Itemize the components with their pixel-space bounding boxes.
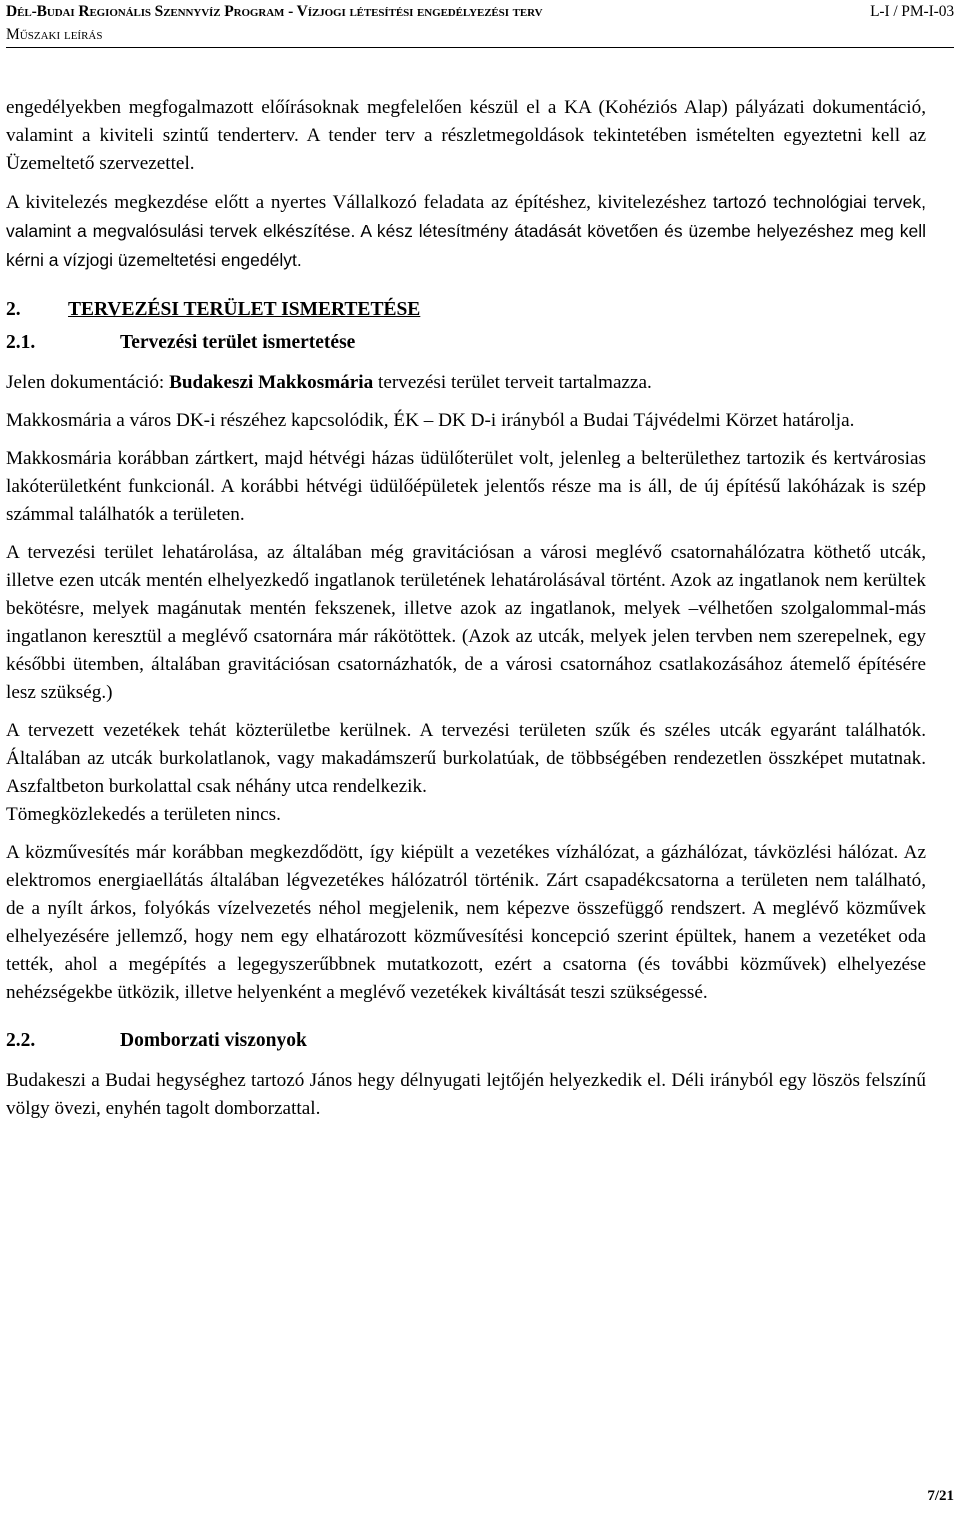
subsection-title: Tervezési terület ismertetése	[120, 332, 356, 353]
paragraph-intro: engedélyekben megfogalmazott előírásoknak megfelelően készül el a KA (Kohéziós Alap) pályázati dokumentáció, valamint a kiviteli szintű tenderterv. A tender terv a részletmegoldások tekintetében ismételten egyeztetni kell az Üzemeltető szervezettel.	[6, 97, 926, 174]
paragraph-history: Makkosmária korábban zártkert, majd hétvégi házas üdülőterület volt, jelenleg a belterülethez tartozik és kertvárosias lakóterületként funkcionál. A korábbi hétvégi üdülőépületek jelentős része ma is áll, de új építésű lakóházak is szép számmal találhatók a területen.	[6, 448, 926, 525]
paragraph-boundary: A tervezési terület lehatárolása, az általában még gravitációsan a városi meglévő csatornahálózatra köthető utcák, illetve ezen utcák mentén elhelyezkedő ingatlanok területének lehatárolásával történt. Azok az ingatlanok nem kerültek bekötésre, melyek magánutak mentén fekszenek, illetve azok az ingatlanok, melyek –vélhetően szolgalommal-más ingatlanon keresztül a meglévő csatornára már rákötöttek. (Azok az utcák, melyek jelen tervben nem szerepelnek, egy későbbi ütemben, általában gravitációsan csatornázhatók, de a városi csatornához csatlakozásához átemelő építésére lesz szükség.)	[6, 542, 926, 703]
subsection-title: Domborzati viszonyok	[120, 1030, 307, 1051]
paragraph-scope	[6, 369, 926, 397]
paragraph-construction-serif: A kivitelezés megkezdése előtt a nyertes Vállalkozó feladata az építéshez, kivitelezéshez	[6, 192, 713, 213]
scope-text: Jelen dokumentáció:	[6, 372, 170, 393]
paragraph-streets: A tervezett vezetékek tehát közterületbe kerülnek. A tervezési területen szűk és széles utcák egyaránt találhatók. Általában az utcák burkolatlanok, vagy makadámszerű burkolatúak, de többségében rendezetlen összképet mutatnak. Aszfaltbeton burkolattal csak néhány utca rendelkezik.	[6, 720, 926, 797]
subsection-heading-2-1	[6, 327, 926, 359]
document-subtitle: Műszaki leírás	[6, 26, 103, 43]
subsection-number: 2.2.	[6, 1030, 36, 1051]
header-rule	[6, 47, 954, 48]
section-number: 2.	[6, 299, 21, 320]
document-code: L-I / PM-I-03	[870, 3, 954, 20]
section-title: TERVEZÉSI TERÜLET ISMERTETÉSE	[68, 299, 421, 320]
paragraph-construction	[6, 188, 926, 275]
document-body	[6, 94, 926, 1123]
paragraph-utilities: A közművesítés már korábban megkezdődött, így kiépült a vezetékes vízhálózat, a gázhálózat, távközlési hálózat. Az elektromos energiaellátás általában légvezetékes hálózatról történik. Zárt csapadékcsatorna a területen nem található, de a nyílt árkos, folyókás vízelvezetés néhol megjelenik, nem képezve összefüggő rendszert. A meglévő közművek elhelyezésére jellemző, hogy nem egy elhatározott közművesítési koncepció szerint épültek, hanem a vezetéket oda tették, ahol a megépítés a legegyszerűbbnek mutatkozott, ezért a csatorna (és további közművek) elhelyezése nehézségekbe ütközik, illetve helyenként a meglévő vezetékek kiváltását teszi szükségessé.	[6, 842, 926, 1003]
page-header	[6, 0, 954, 48]
paragraph-location: Makkosmária a város DK-i részéhez kapcsolódik, ÉK – DK D-i irányból a Budai Tájvédelmi Körzet határolja.	[6, 410, 855, 431]
subsection-number: 2.1.	[6, 332, 36, 353]
subsection-heading-2-2	[6, 1025, 926, 1057]
header-line	[6, 0, 954, 24]
paragraph-topography: Budakeszi a Budai hegységhez tartozó János hegy délnyugati lejtőjén helyezkedik el. Déli irányból egy löszös felszínű völgy övezi, enyhén tagolt domborzattal.	[6, 1070, 926, 1119]
section-heading-2	[6, 293, 926, 327]
paragraph-transport: Tömegközlekedés a területen nincs.	[6, 804, 281, 825]
paragraph-construction-sans: tartozó technológiai tervek, valamint a megvalósulási tervek elkészítése. A kész létesítmény átadását követően és üzembe helyezéshez meg kell kérni a vízjogi üzemeltetési engedélyt.	[6, 192, 926, 270]
document-title: Dél-Budai Regionális Szennyvíz Program - Vízjogi létesítési engedélyezési terv	[6, 3, 543, 20]
scope-text-end: tervezési terület terveit tartalmazza.	[373, 372, 652, 393]
scope-area-name: Budakeszi Makkosmária	[169, 372, 374, 393]
page-number: 7/21	[927, 1488, 954, 1504]
